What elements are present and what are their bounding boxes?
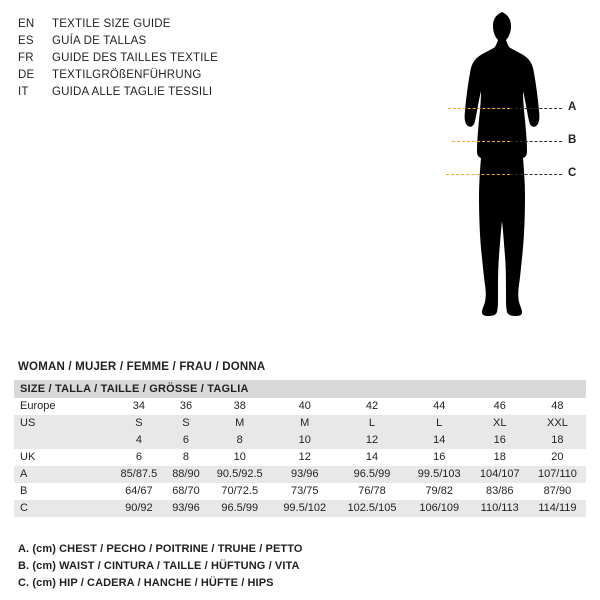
language-title: GUÍA DE TALLAS: [52, 35, 147, 47]
language-row-de: [18, 67, 318, 84]
cell: 6: [112, 449, 166, 466]
cell: 93/96: [273, 466, 336, 483]
chest-marker-label: A: [568, 101, 577, 113]
cell: 48: [529, 398, 586, 415]
language-code: IT: [18, 86, 29, 98]
row-label: UK: [14, 449, 112, 466]
table-row: [14, 466, 586, 483]
language-title: TEXTILE SIZE GUIDE: [52, 18, 171, 30]
cell: 6: [166, 432, 206, 449]
cell: 10: [206, 449, 273, 466]
cell: 12: [273, 449, 336, 466]
cell: S: [166, 415, 206, 432]
cell: 44: [408, 398, 471, 415]
cell: 10: [273, 432, 336, 449]
language-code: ES: [18, 35, 34, 47]
table-row: [14, 483, 586, 500]
table-row: [14, 398, 586, 415]
cell: 16: [471, 432, 529, 449]
cell: 18: [529, 432, 586, 449]
row-label: US: [14, 415, 112, 432]
section-title: WOMAN / MUJER / FEMME / FRAU / DONNA: [18, 361, 266, 373]
cell: 107/110: [529, 466, 586, 483]
waist-measure-line-accent: [452, 141, 510, 142]
size-table: [14, 380, 586, 517]
cell: 20: [529, 449, 586, 466]
table-row: [14, 449, 586, 466]
language-code: EN: [18, 18, 35, 30]
row-label: C: [14, 500, 112, 517]
legend-chest: A. (cm) CHEST / PECHO / POITRINE / TRUHE / PETTO: [18, 543, 303, 555]
language-title: GUIDE DES TAILLES TEXTILE: [52, 52, 219, 64]
cell: M: [206, 415, 273, 432]
table-header-row: [14, 380, 586, 398]
chest-measure-line-leader: [510, 108, 562, 109]
cell: 114/119: [529, 500, 586, 517]
table-row: [14, 432, 586, 449]
cell: 42: [336, 398, 408, 415]
cell: S: [112, 415, 166, 432]
cell: 96.5/99: [206, 500, 273, 517]
cell: 4: [112, 432, 166, 449]
cell: 40: [273, 398, 336, 415]
cell: 36: [166, 398, 206, 415]
row-label: B: [14, 483, 112, 500]
cell: 38: [206, 398, 273, 415]
row-label: Europe: [14, 398, 112, 415]
language-list: [18, 16, 318, 101]
cell: 79/82: [408, 483, 471, 500]
female-silhouette-icon: [450, 8, 560, 368]
language-row-es: [18, 33, 318, 50]
measurement-legend: [18, 541, 578, 592]
language-title: TEXTILGRÖßENFÜHRUNG: [52, 69, 202, 81]
cell: 8: [206, 432, 273, 449]
legend-waist: B. (cm) WAIST / CINTURA / TAILLE / HÜFTUNG / VITA: [18, 560, 300, 572]
language-row-it: [18, 84, 318, 101]
cell: 46: [471, 398, 529, 415]
cell: 90/92: [112, 500, 166, 517]
hip-measure-line-leader: [510, 174, 562, 175]
cell: 99.5/103: [408, 466, 471, 483]
waist-marker-label: B: [568, 134, 577, 146]
cell: 99.5/102: [273, 500, 336, 517]
cell: 106/109: [408, 500, 471, 517]
table-row: [14, 500, 586, 517]
cell: 14: [408, 432, 471, 449]
hip-measure-line-accent: [446, 174, 510, 175]
cell: 16: [408, 449, 471, 466]
language-title: GUIDA ALLE TAGLIE TESSILI: [52, 86, 213, 98]
table-header-label: SIZE / TALLA / TAILLE / GRÖSSE / TAGLIA: [14, 380, 586, 398]
cell: XL: [471, 415, 529, 432]
cell: 104/107: [471, 466, 529, 483]
cell: 34: [112, 398, 166, 415]
chest-measure-line-accent: [448, 108, 510, 109]
cell: 88/90: [166, 466, 206, 483]
cell: 73/75: [273, 483, 336, 500]
cell: 70/72.5: [206, 483, 273, 500]
cell: 18: [471, 449, 529, 466]
cell: 68/70: [166, 483, 206, 500]
cell: 12: [336, 432, 408, 449]
legend-hip: C. (cm) HIP / CADERA / HANCHE / HÜFTE / HIPS: [18, 577, 274, 589]
cell: 8: [166, 449, 206, 466]
table-row: [14, 415, 586, 432]
cell: 85/87.5: [112, 466, 166, 483]
hip-marker-label: C: [568, 167, 577, 179]
language-row-en: [18, 16, 318, 33]
cell: 64/67: [112, 483, 166, 500]
cell: 93/96: [166, 500, 206, 517]
cell: 14: [336, 449, 408, 466]
cell: 76/78: [336, 483, 408, 500]
cell: 90.5/92.5: [206, 466, 273, 483]
language-code: FR: [18, 52, 34, 64]
cell: L: [336, 415, 408, 432]
language-code: DE: [18, 69, 35, 81]
cell: 110/113: [471, 500, 529, 517]
waist-measure-line-leader: [510, 141, 562, 142]
cell: 96.5/99: [336, 466, 408, 483]
cell: M: [273, 415, 336, 432]
language-row-fr: [18, 50, 318, 67]
cell: L: [408, 415, 471, 432]
cell: 102.5/105: [336, 500, 408, 517]
row-label: A: [14, 466, 112, 483]
row-label: [14, 432, 112, 449]
cell: 87/90: [529, 483, 586, 500]
cell: 83/86: [471, 483, 529, 500]
cell: XXL: [529, 415, 586, 432]
female-body-figure: [420, 8, 590, 368]
